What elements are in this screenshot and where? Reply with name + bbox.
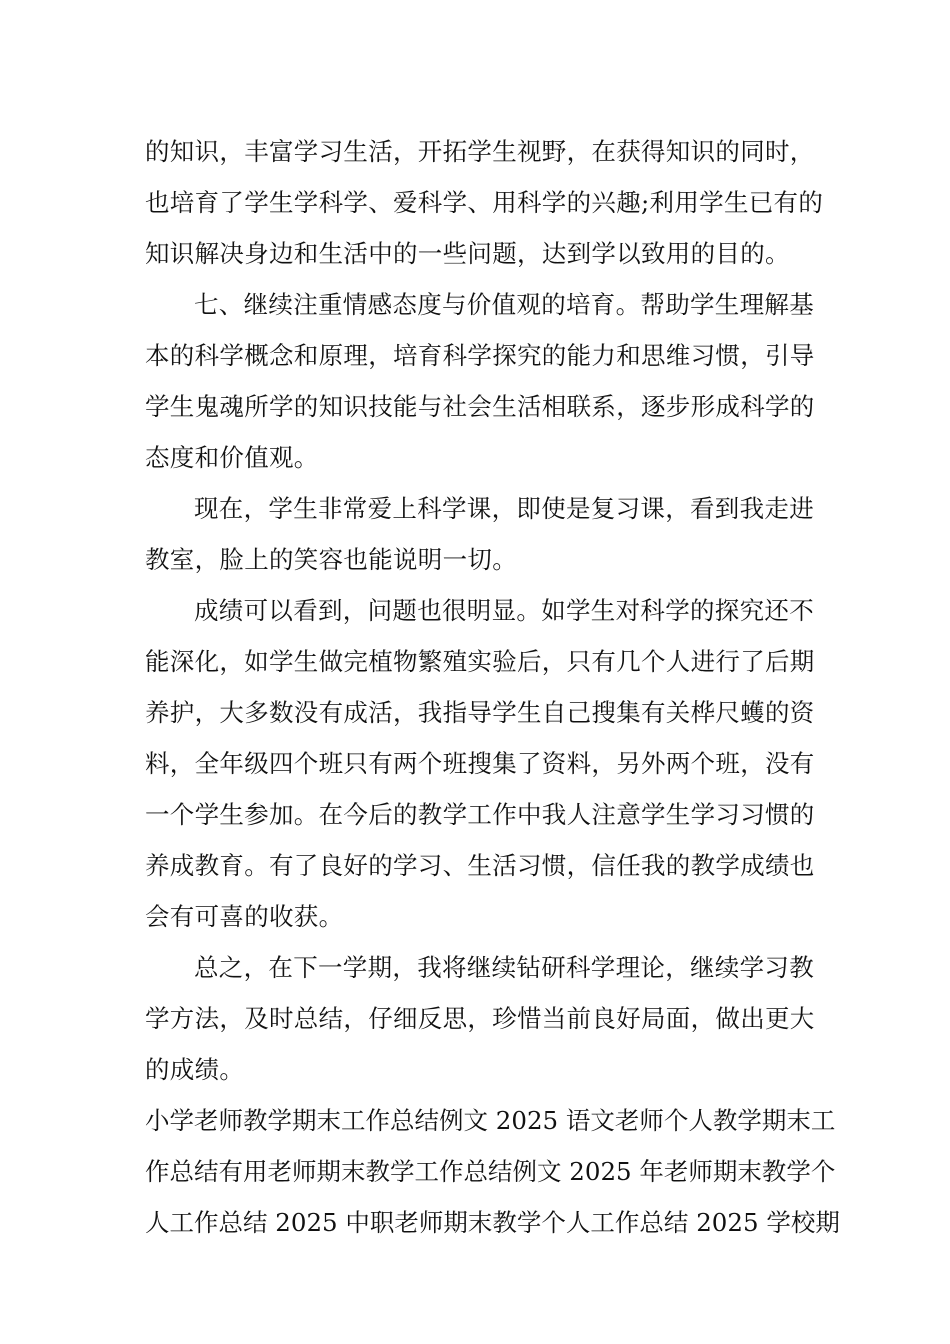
text-line: 能深化，如学生做完植物繁殖实验后，只有几个人进行了后期 bbox=[145, 647, 815, 676]
text-line: 养成教育。有了良好的学习、生活习惯，信任我的教学成绩也 bbox=[145, 851, 815, 880]
text-line: 知识解决身边和生活中的一些问题，达到学以致用的目的。 bbox=[145, 239, 790, 268]
document-body bbox=[145, 126, 840, 1248]
text-line: 也培育了学生学科学、爱科学、用科学的兴趣;利用学生已有的 bbox=[145, 188, 824, 217]
text-line: 现在，学生非常爱上科学课，即使是复习课，看到我走进 bbox=[194, 494, 814, 523]
text-line: 七、继续注重情感态度与价值观的培育。帮助学生理解基 bbox=[194, 290, 814, 319]
text-line: 一个学生参加。在今后的教学工作中我人注意学生学习习惯的 bbox=[145, 800, 815, 829]
text-line: 学方法，及时总结，仔细反思，珍惜当前良好局面，做出更大 bbox=[145, 1004, 815, 1033]
paragraph-summary bbox=[145, 942, 815, 1095]
paragraph-seven bbox=[145, 279, 815, 483]
text-line: 态度和价值观。 bbox=[145, 443, 319, 472]
text-line: 教室，脸上的笑容也能说明一切。 bbox=[145, 545, 517, 574]
paragraph-now bbox=[145, 483, 814, 585]
related-line: 小学老师教学期末工作总结例文 2025 语文老师个人教学期末工 bbox=[145, 1106, 836, 1135]
text-line: 料，全年级四个班只有两个班搜集了资料，另外两个班，没有 bbox=[145, 749, 815, 778]
text-line: 会有可喜的收获。 bbox=[145, 902, 344, 931]
text-line: 养护，大多数没有成活，我指导学生自己搜集有关桦尺蠖的资 bbox=[145, 698, 815, 727]
related-line: 作总结有用老师期末教学工作总结例文 2025 年老师期末教学个 bbox=[145, 1157, 836, 1186]
text-line: 总之，在下一学期，我将继续钻研科学理论，继续学习教 bbox=[194, 953, 814, 982]
text-line: 的知识，丰富学习生活，开拓学生视野，在获得知识的同时， bbox=[145, 137, 815, 166]
text-line: 成绩可以看到，问题也很明显。如学生对科学的探究还不 bbox=[194, 596, 814, 625]
text-line: 学生鬼魂所学的知识技能与社会生活相联系，逐步形成科学的 bbox=[145, 392, 815, 421]
related-line: 人工作总结 2025 中职老师期末教学个人工作总结 2025 学校期 bbox=[145, 1208, 840, 1237]
text-line: 本的科学概念和原理，培育科学探究的能力和思维习惯，引导 bbox=[145, 341, 815, 370]
paragraph-knowledge bbox=[145, 126, 824, 279]
text-line: 的成绩。 bbox=[145, 1055, 245, 1084]
paragraph-results bbox=[145, 585, 815, 942]
related-articles bbox=[145, 1095, 840, 1248]
